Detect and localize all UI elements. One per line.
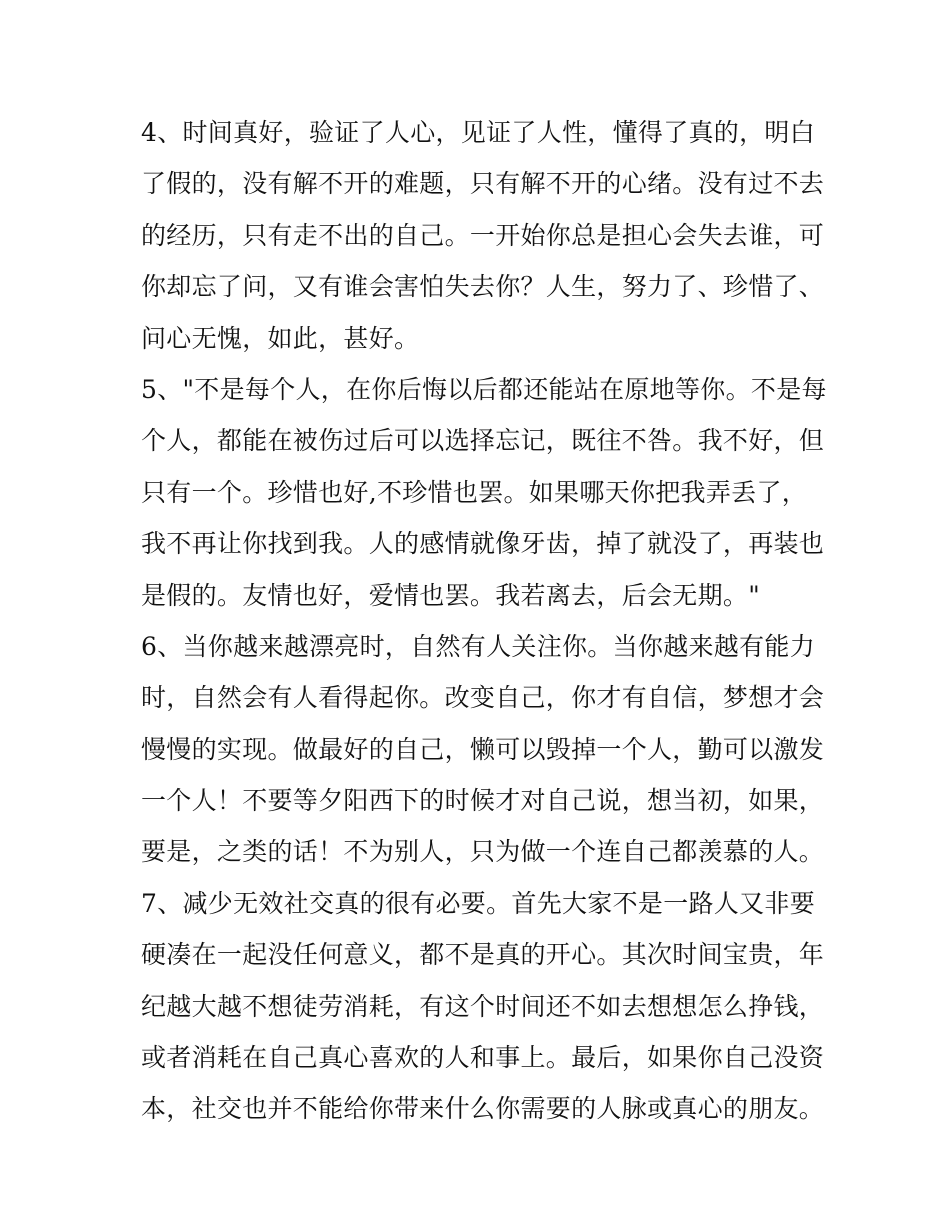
text-line: 要是，之类的话！不为别人，只为做一个连自己都羡慕的人。: [141, 837, 825, 867]
text-line: 硬凑在一起没任何意义，都不是真的开心。其次时间宝贵，年: [141, 940, 825, 970]
text-line: 4、时间真好，验证了人心，见证了人性，懂得了真的，明白: [141, 118, 816, 147]
text-line: 我不再让你找到我。人的感情就像牙齿，掉了就没了，再装也: [141, 529, 825, 559]
text-line: 慢慢的实现。做最好的自己，懒可以毁掉一个人，勤可以激发: [141, 734, 825, 764]
text-line: 6、当你越来越漂亮时，自然有人关注你。当你越来越有能力: [141, 631, 816, 661]
document-body-text: [141, 107, 827, 1135]
text-line: 只有一个。珍惜也好,不珍惜也罢。如果哪天你把我弄丢了，: [141, 477, 808, 507]
text-line: 了假的，没有解不开的难题，只有解不开的心绪。没有过不去: [141, 169, 825, 199]
text-line: 7、减少无效社交真的很有必要。首先大家不是一路人又非要: [141, 888, 816, 918]
text-line: 的经历，只有走不出的自己。一开始你总是担心会失去谁，可: [141, 220, 825, 250]
text-line: 一个人！不要等夕阳西下的时候才对自己说，想当初，如果，: [141, 786, 825, 816]
text-line: 纪越大越不想徒劳消耗，有这个时间还不如去想想怎么挣钱，: [141, 991, 825, 1021]
text-line: 时，自然会有人看得起你。改变自己，你才有自信，梦想才会: [141, 683, 825, 713]
text-line: 5、"不是每个人，在你后悔以后都还能站在原地等你。不是每: [141, 374, 827, 404]
text-line: 是假的。友情也好，爱情也罢。我若离去，后会无期。": [141, 580, 761, 610]
text-line: 个人，都能在被伤过后可以选择忘记，既往不咎。我不好，但: [141, 426, 825, 456]
text-line: 问心无愧，如此，甚好。: [141, 323, 420, 353]
text-line: 本，社交也并不能给你带来什么你需要的人脉或真心的朋友。: [141, 1094, 825, 1124]
text-line: 你却忘了问，又有谁会害怕失去你？人生，努力了、珍惜了、: [141, 272, 825, 302]
text-line: 或者消耗在自己真心喜欢的人和事上。最后，如果你自己没资: [141, 1043, 825, 1073]
